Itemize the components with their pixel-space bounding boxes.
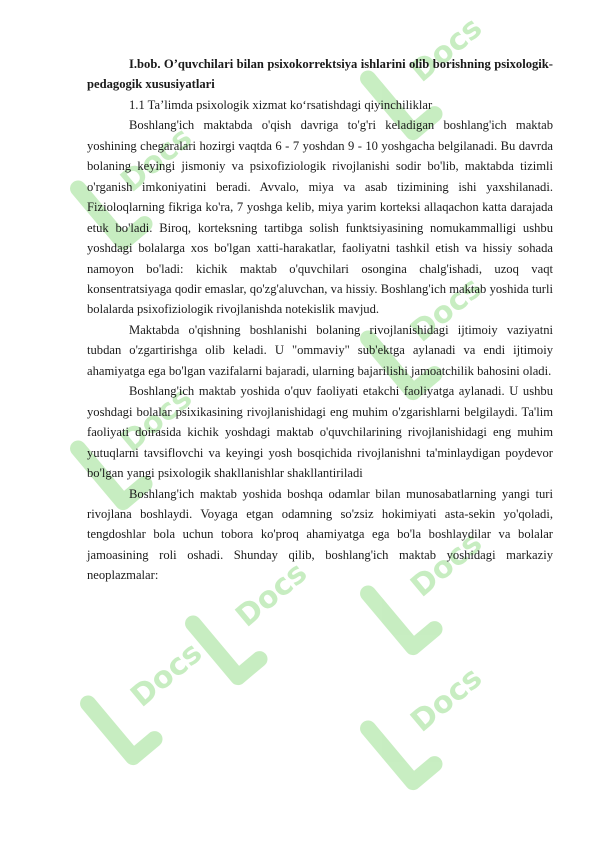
watermark-text: Docs [229, 555, 314, 635]
watermark-text: Docs [114, 120, 199, 200]
watermark-mark [368, 652, 504, 782]
paragraph: Maktabda o'qishning boshlanishi bolaning rivojlanishidagi ijtimoiy vaziyatni tubdan o'zgartirishga olib keladi. U "ommaviy" sub'ektga aylanadi va endi ijtimoiy ahamiyatga ega bo'lgan vazifalarni bajaradi, ularning bajarilishi jamoatchilik bahosini oladi. [87, 322, 553, 378]
watermark-mark [88, 627, 224, 757]
paragraph: Boshlang'ich maktab yoshida boshqa odamlar bilan munosabatlarning yangi turi rivojlana boshlaydi. Voyaga etgan odamning so'zsiz hokimiyati asta-sekin yo'qoladi, tengdoshlar bola uchun tobora ko'proq ahamiyatga ega bo'la boshlaydilar va bolalar jamoasining roli oshadi. Shunday qilib, boshlang'ich maktab yoshidagi markaziy neoplazmalar: [87, 486, 553, 583]
watermark-text: Docs [404, 660, 489, 740]
document-body [87, 54, 553, 586]
watermark-text: Docs [404, 270, 489, 350]
paragraph: Boshlang'ich maktabda o'qish davriga to'g'ri keladigan boshlang'ich maktab yoshining chegaralari hozirgi vaqtda 6 - 7 yoshdan 9 - 10 yoshgacha belgilanadi. Bu davrda bolaning keyingi jismoniy va psixofiziologik rivojlanishi sodir bo'lib, maktabda tizimli o'rganish imkoniyatini beradi. Avvalo, miya va asab tizimining ishi yaxshilanadi. Fizioloqlarning fikriga ko'ra, 7 yoshga kelib, miya yarim korteksi allaqachon katta darajada etuk bo'ladi. Biroq, korteksning tartibga solish funktsiyasining nomukammalligi ushbu yoshdagi bolalarga xos bo'lgan xatti-harakatlar, faoliyatni tashkil etish va hissiy sohada namoyon bo'ladi: kichik maktab o'quvchilari osongina chalg'ishadi, uzoq vaqt konsentratsiyaga qodir emaslar, qo'zg'aluvchan, va hissiy. Boshlang'ich maktab yoshida turli bolalarda psixofiziologik rivojlanishda notekislik mavjud. [87, 118, 553, 317]
watermark-text: Docs [404, 525, 489, 605]
chapter-heading: I.bob. O’quvchilari bilan psixokorrektsiya ishlarini olib borishning psixologik-pedagogik xususiyatlari [87, 57, 553, 92]
section-subheading: 1.1 Ta’limda psixologik xizmat koʻrsatishdagi qiyinchiliklar [129, 97, 433, 112]
watermark-text: Docs [404, 10, 489, 90]
paragraph: Boshlang'ich maktab yoshida o'quv faoliyati etakchi faoliyatga aylanadi. U ushbu yoshdagi bolalar psixikasining rivojlanishidagi eng muhim o'zgarishlarni belgilaydi. Ta'lim faoliyati doirasida kichik yoshdagi maktab o'quvchilarining rivojlanishidagi eng muhim yutuqlarni tavsiflovchi va keyingi yosh bosqichida rivojlanishni ta'minlaydigan poydevor bo'lgan yangi psixologik shakllanishlar shakllantiriladi [87, 384, 553, 481]
watermark-text: Docs [124, 635, 209, 715]
watermark-text: Docs [114, 380, 199, 460]
